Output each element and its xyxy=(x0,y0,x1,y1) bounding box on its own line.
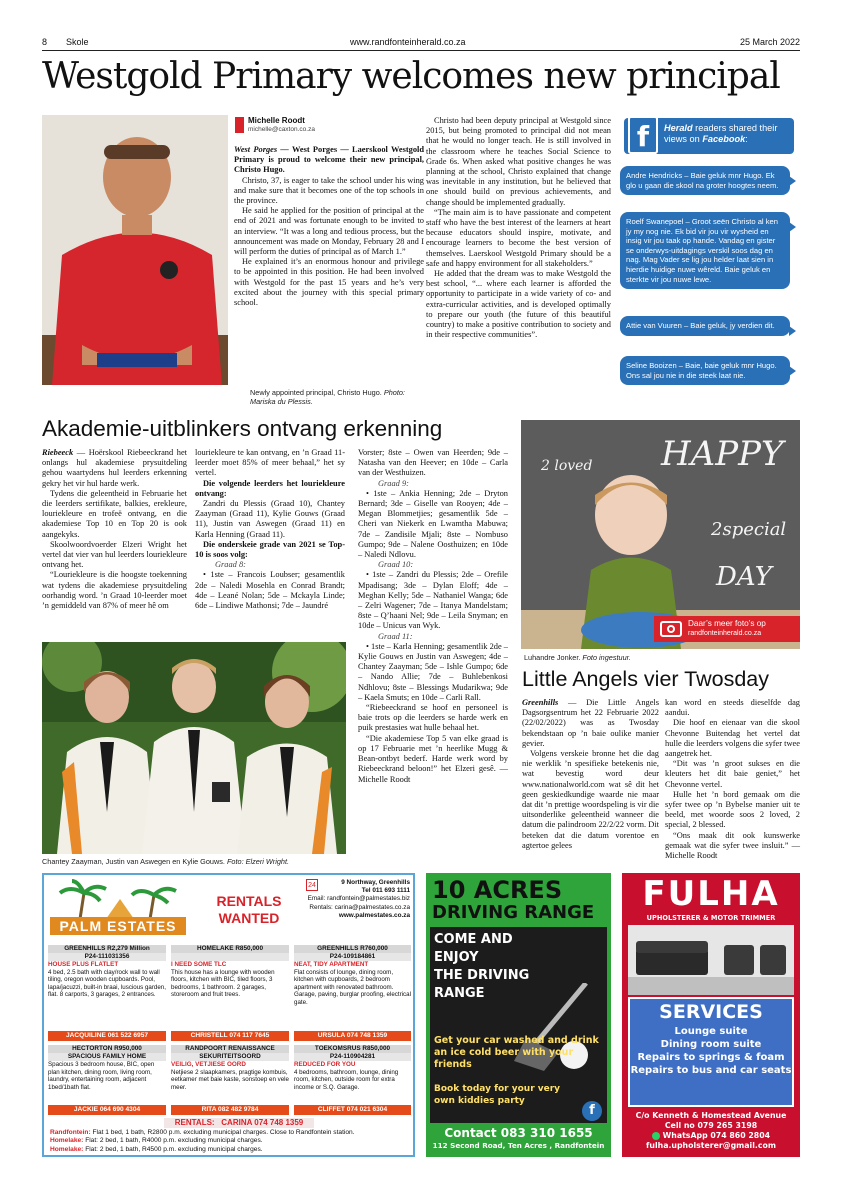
rentals-wanted: RENTALS WANTED xyxy=(216,893,282,926)
facebook-comment: Andre Hendricks – Baie geluk mnr Hugo. Ek glo u gaan die skool na groter hoogtes neem. xyxy=(620,166,790,195)
byline-email[interactable]: michelle@caxton.co.za xyxy=(248,126,315,133)
byline xyxy=(235,116,425,136)
driving-title2: DRIVING RANGE xyxy=(432,902,595,923)
more-photos-line2: randfonteinherald.co.za xyxy=(688,630,762,637)
listing-card[interactable]: GREENHILLS R760,000 P24-109184861 NEAT, TIDY APARTMENT Flat consists of lounge, dining room, kitchen with cupboards, 2 bedroom apartment with renovated bathroom. Garage, paving, burglar proofing, electrical gate. URSULA 074 748 1359 xyxy=(294,945,411,1039)
fulha-services-title: SERVICES xyxy=(659,1001,763,1023)
paragraph: louriekleure te kan ontvang, en ’n Graad 11-leerder moet 85% of meer behaal,” het sy vertel. xyxy=(195,448,345,478)
fulha-contact: C/o Kenneth & Homestead Avenue Cell no 079 265 3198 WhatsApp 074 860 2804 fulha.upholsterer@gmail.com xyxy=(635,1111,787,1150)
grade-label: Graad 8: xyxy=(215,560,246,570)
main-article-col2 xyxy=(426,116,611,340)
listing-card[interactable]: HOMELAKE R850,000 I NEED SOME TLC This house has a lounge with wooden floors, kitchen with BIC, tiled floors, 3 bedrooms, 1 bathroom. 2 garages, storeroom and fruit trees. CHRISTELL 074 117 7645 xyxy=(171,945,289,1041)
driving-contact[interactable]: Contact 083 310 1655 xyxy=(444,1126,593,1140)
cake-text: 2 loved xyxy=(541,458,593,474)
palm-logo-text: PALM ESTATES xyxy=(50,917,186,935)
main-headline: Westgold Primary welcomes new principal xyxy=(42,56,780,97)
paragraph: • 1ste – Francois Loubser; gesamentlik 2de – Naledi Mosehla en Conrad Brandt; 4de – Leané Nolan; 5de – Mckayla Linde; 6de – Lindiwe Mathonsi; 7de – Jaundré xyxy=(195,570,345,611)
palm-tree-icon xyxy=(50,879,186,919)
facebook-panel xyxy=(620,116,800,406)
listing-card[interactable]: GREENHILLS R2,279 Million P24-111031356 HOUSE PLUS FLATLET 4 bed, 2.5 bath with clay/rock wall to wall tiling, oregon wooden cupboards. Pool, lapa/jacuzzi, built-in braai, luscious garden, flat. 8 carports, 3 garages, 2 entrances. JACQUILINE 061 522 6957 xyxy=(48,945,166,1039)
driving-title1: 10 ACRES xyxy=(432,876,563,904)
facebook-comment: Roelf Swanepoel – Groot seën Christo al ken jy my nog nie. Ek bid vir jou vir wysheid en insig vir jou taak op hande. Vandag en gister se onderwys-uitdagings verskil soos dag en nag. Mag Vader se lig jou helder laat sien in hierdie huidige nuwe wêreld. Baie geluk en sterkte vir jou nuwe lewe. xyxy=(620,212,790,289)
main-lead: West Porges — West Porges — Laerskool Westgold Primary is proud to welcome their new principal, Christo Hugo. xyxy=(234,145,425,175)
listing-card[interactable]: RANDPOORT RENAISSANCE SEKURITEITSOORD VEILIG, VETJIESE OORD Netjiese 2 slaapkamers, pragtige kombuis, eetkamer met baie kaste, sonstoep en vele meer. RITA 082 482 9784 xyxy=(171,1045,289,1113)
paragraph: Zandri du Plessis (Graad 10), Chantey Zaayman (Graad 11), Kylie Gouws (Graad 11), Justin van Aswegen (Graad 11) en Karla Henning (Graad 11). xyxy=(195,499,345,539)
fulha-ad[interactable] xyxy=(622,873,800,1157)
website-link[interactable]: www.randfonteinherald.co.za xyxy=(350,37,466,47)
header-rule xyxy=(42,50,800,51)
angels-headline: Little Angels vier Twosday xyxy=(522,667,769,691)
paragraph: “The main aim is to have passionate and competent staff who have the best interest of the learners at heart because educators should inspire, motivate, and encourage learners to become the best version of themselves. Laerskool Westgold Primary should be a safe and happy environment for all stakeholders.” xyxy=(426,207,611,268)
driving-promo-lines: COME AND ENJOY THE DRIVING RANGE xyxy=(434,932,530,1001)
sofa-icon xyxy=(628,925,794,995)
facebook-icon: f xyxy=(628,116,658,154)
child-illustration xyxy=(521,420,800,649)
paragraph: “Riebeeckrand se hoof en personeel is baie trots op die leerders se harde werk en puik prestasies wat hulle behaal het. xyxy=(358,703,508,733)
facebook-icon[interactable]: f xyxy=(582,1101,602,1121)
paragraph: “Ons maak dit ook kunswerke gemaak wat die syfer twee insluit.” — Michelle Roodt xyxy=(665,830,800,861)
paragraph: Skoolwoordvoerder Elzeri Wright het vertel dat vier van hul leerders louriekleure ontvang het. xyxy=(42,539,187,570)
angels-col1 xyxy=(522,698,659,851)
academic-col1 xyxy=(42,448,187,611)
paragraph: Hulle het ’n bord gemaak om die syfer twee op ’n Bybelse manier uit te beeld, met woorde soos 2 loved, 2 special, 2 blessed. xyxy=(665,789,800,830)
listing-card[interactable]: TOEKOMSRUS R850,000 P24-110904281 REDUCED FOR YOU 4 bedrooms, bathroom, lounge, dining room, kitchen, outside room for extra income or S.Q. Garage. CLIFFET 074 021 6304 xyxy=(294,1045,411,1115)
driving-car-wash: Get your car washed and drink an ice cold beer with your friends xyxy=(434,1035,599,1070)
page-header xyxy=(42,37,800,49)
facebook-comment: Attie van Vuuren – Baie geluk, jy verdien dit. xyxy=(620,316,790,336)
students-photo xyxy=(42,642,346,854)
paragraph: Volgens verskeie bronne het die dag nie werklik ’n spesifieke betekenis nie, wat bevestig word deur www.nationalworld.com wat sê dit het geen geskiedkundige waarde nie maar dat dit ’n prettige woordspeling is vir die uitsonderlike geleentheid wanneer die datum die palindroom 22/2/22 vorm. Dit beteken dat die datum vorentoe en agtertoe gelees xyxy=(522,749,659,850)
paragraph: He added that the dream was to make Westgold the best school, “... where each learner is afforded the opportunity to participate in a wide variety of co- and extra-curricular activities, and is developed optimally to prepare our youth (the future of this beautiful country) to make a positive contribution to society and in their respective communities”. xyxy=(426,269,611,340)
palm-logo xyxy=(50,879,186,937)
driving-book-party: Book today for your very own kiddies party xyxy=(434,1084,561,1106)
listing-card[interactable]: HECTORTON R950,000 SPACIOUS FAMILY HOME Spacious 3 bedroom house, BIC, open plan kitchen, dining room, living room, laundry, entertaining room, adjacent 1bed/1bath flat. JACKIE 064 690 4304 xyxy=(48,1045,166,1115)
camera-icon xyxy=(660,621,682,637)
paragraph: • 1ste – Zandri du Plessis; 2de – Orefile Mpadisang; 3de – Dylan Eloff; 4de – Meghan Kelly; 5de – Nathaniel Wanga; 6de – Zelri Wagener; 7de – Itanya Mandelstam; 8ste – Q’haani Nel; 9de – Leila Snyman; en 10de – Unicus van Wyk. xyxy=(358,570,508,631)
driving-range-ad[interactable] xyxy=(426,873,611,1157)
fulha-name: FULHA xyxy=(642,874,780,914)
principal-photo-caption: Newly appointed principal, Christo Hugo. Photo: Mariska du Plessis. xyxy=(250,388,405,406)
principal-photo xyxy=(42,115,228,385)
paragraph: kan word en steeds dieselfde dag aandui. xyxy=(665,698,800,718)
students-illustration xyxy=(42,642,346,854)
paragraph: Christo had been deputy principal at Westgold since 2015, but being promoted to principal did not mean that he would no longer teach. He is still involved in the classroom where he teaches Social Science to Grade 6s. When asked what positive changes he was planning at the school, Christo explained that change was inevitable in any institution, but he believed that one should build on previous achievements, and change should be implemented gradually. xyxy=(426,116,611,207)
rental-item: Homelake: Flat: 2 bed, 1 bath, R4500 p.m. excluding municipal charges. xyxy=(50,1145,263,1153)
paragraph: Vorster; 8ste – Owen van Heerden; 9de – Natasha van den Heever; en 10de – Carla van der Westhuizen. xyxy=(358,448,508,478)
fulha-subtitle: UPHOLSTERER & MOTOR TRIMMER xyxy=(646,914,776,922)
rentals-banner: RENTALS: CARINA 074 748 1359 xyxy=(164,1118,314,1128)
more-photos-line1: Daar’s meer foto’s op xyxy=(688,619,766,628)
cake-text: 2special xyxy=(711,519,787,540)
paragraph: Die hoof en eienaar van die skool Chevonne Buitendag het vertel dat hulle die leerders volgens die syfer twee aangetrek het. xyxy=(665,718,800,759)
palm-estates-ad[interactable] xyxy=(42,873,415,1157)
subheading: Die volgende leerders het louriekleure ontvang: xyxy=(195,478,345,498)
whatsapp-icon xyxy=(652,1132,660,1140)
subheading: Die onderskeie grade van 2021 se Top-10 is soos volg: xyxy=(195,539,345,560)
byline-name: Michelle Roodt xyxy=(248,116,305,125)
academic-col2 xyxy=(195,448,345,611)
angels-col2 xyxy=(665,698,800,861)
fulha-services-list: Lounge suite Dining room suite Repairs to springs & foam Repairs to bus and car seats xyxy=(630,1026,792,1076)
paragraph: Christo, 37, is eager to take the school under his wing and make sure that it becomes one of the top schools in the province. xyxy=(234,175,424,206)
child-photo xyxy=(521,420,800,649)
academic-lead: Riebeeck — Hoërskool Riebeeckrand het onlangs hul akademiese prysuitdeling gehou waartydens hul leerders erkenning gekry het vir hul harde werk. xyxy=(42,448,187,488)
cake-text: DAY xyxy=(716,562,772,592)
paragraph: “Louriekleure is die hoogste toekenning wat tydens die akademiese prysuitdeling oorhandig word. ’n Graad 10-leerder moet ’n gemiddeld van 87% of meer hê om xyxy=(42,570,187,611)
paragraph: “Dit was ’n groot sukses en die kleuters het dit baie geniet,” het Chevonne vertel. xyxy=(665,759,800,789)
angels-lead: Greenhills — Die Little Angels Dagsorgsentrum het 22 Februarie 2022 (22/02/2022) was as Twosday bekendstaan op ’n baie oulike manier gevier. xyxy=(522,698,659,748)
students-photo-caption: Chantey Zaayman, Justin van Aswegen en Kylie Gouws. Foto: Elzeri Wright. xyxy=(42,857,290,866)
cake-text: HAPPY xyxy=(661,434,784,474)
furniture-photo xyxy=(628,925,794,995)
byline-red-mark xyxy=(235,117,244,133)
paragraph: He explained it’s an enormous honour and privilege to be appointed in this position. He had been involved with Westgold for the past 15 years and he’s very excited about the journey with this special primary school. xyxy=(234,257,424,308)
more-photos-banner[interactable] xyxy=(654,616,800,642)
paragraph: Tydens die geleentheid in Februarie het die leerders sertifikate, balkies, erekleure, louriekleure en trofeë ontvang, en die akademiese Top 10 en Top 20 is ook aangekyks. xyxy=(42,488,187,539)
paragraph: • 1ste – Ankia Henning; 2de – Dryton Bernard; 3de – Giselle van Rooyen; 4de – Megan Blommetjies; gesamentlik 5de – Cheri van Niekerk en Lwamtha Mabuwa; 7de – Zandisile Mjali; 8ste – Nombuso Gumpo; 9de – Nalene Oosthuizen; en 10de – Naledi Ndlovu. xyxy=(358,488,508,560)
driving-address: 112 Second Road, Ten Acres , Randfontein xyxy=(432,1141,605,1150)
palm-contact-block: 24 9 Northway, Greenhills Tel 011 693 1111 Email: randfontein@palmestates.biz Rentals: carina@palmestates.co.za www.palmestates.co.za xyxy=(307,879,410,919)
rentals-list xyxy=(50,1129,412,1154)
paragraph: “Die akademiese Top 5 van elke graad is op 17 Februarie met ’n heerlike Mugg & Bean-ontbyt bederf. Harde werk word by Riebeeckrand beloon!” het Elzeri gesê. — Michelle Roodt xyxy=(358,733,508,784)
grade-label: Graad 11: xyxy=(378,631,413,641)
academic-headline: Akademie-uitblinkers ontvang erkenning xyxy=(42,416,443,441)
grade-label: Graad 10: xyxy=(378,560,414,570)
rental-item: Randfontein: Flat 1 bed, 1 bath, R2800 p.m. excluding municipal charges. Close to Randfontein station. xyxy=(50,1129,355,1136)
principal-illustration xyxy=(42,115,228,385)
facebook-comment: Seline Booizen – Baie, baie geluk mnr Hugo. Ons sal jou nie in die steek laat nie. xyxy=(620,356,790,385)
paragraph: He said he applied for the position of principal at the end of 2021 and was fortunate enough to be invited to an interview. “It was a long and tedious process, but the announcement was made on Monday, February 28 and I will perform the duties of principal as of March 1.” xyxy=(234,206,424,257)
facebook-header-text: Herald readers shared their views on Facebook: xyxy=(664,123,778,144)
academic-col3 xyxy=(358,448,508,785)
calendar-icon: 24 xyxy=(306,879,318,891)
rental-item: Homelake: Flat: 2 bed, 1 bath, R4000 p.m. excluding municipal charges. xyxy=(50,1137,263,1145)
grade-label: Graad 9: xyxy=(378,478,409,488)
facebook-header xyxy=(624,118,794,154)
child-photo-caption: Luhandre Jonker. Foto ingestuur. xyxy=(524,653,631,662)
section-name: Skole xyxy=(66,37,89,47)
paragraph: • 1ste – Karla Henning; gesamentlik 2de – Kylie Gouws en Justin van Aswegen; 4de – Chantey Zaayman; 5de – Ishle Gumpo; 6de – Nando Allie; 7de – Buhlebenkosi Ndhlovu; 8ste – Blessings Mudarikwa; 9de – Kaela Smuts; en 10de – Carli Rall. xyxy=(358,641,508,702)
page-number: 8 xyxy=(42,37,48,47)
issue-date: 25 March 2022 xyxy=(739,37,800,47)
main-article-col1 xyxy=(234,145,424,308)
